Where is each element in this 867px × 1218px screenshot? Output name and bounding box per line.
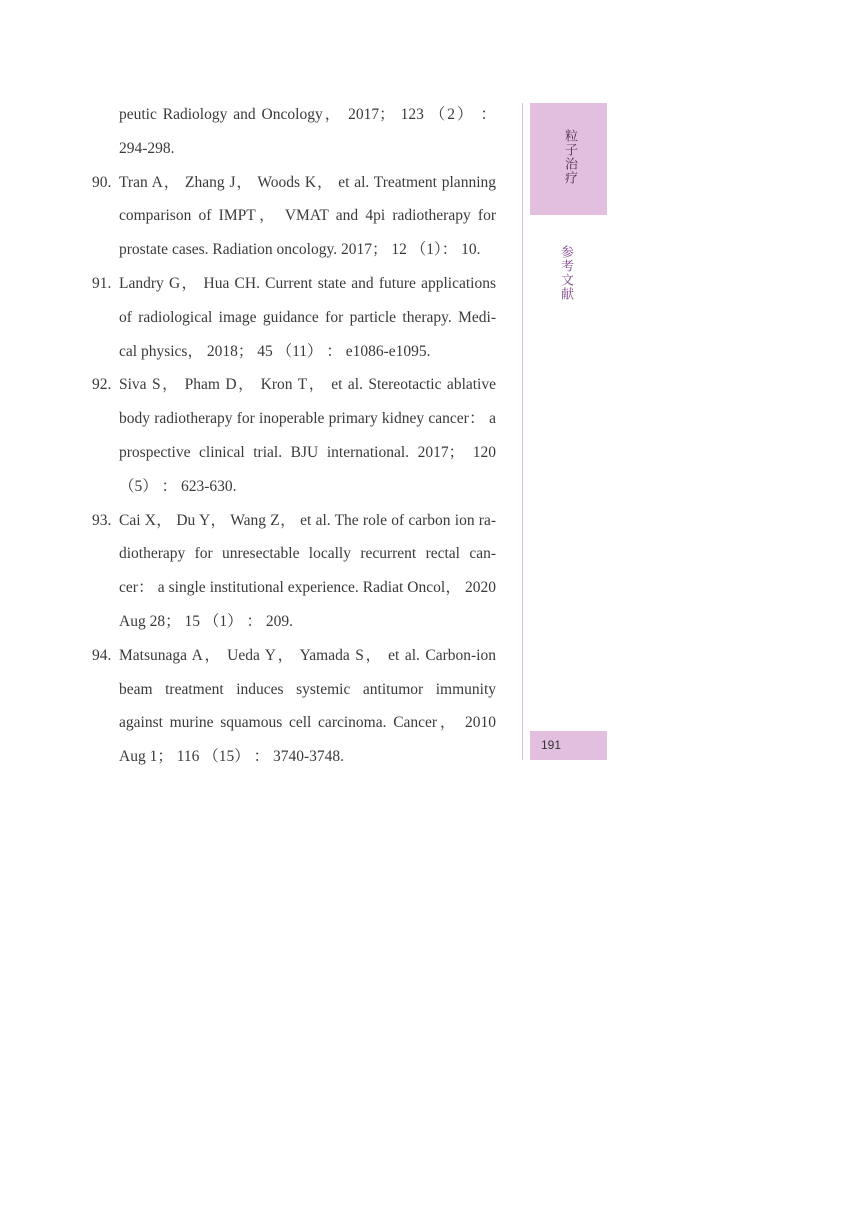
- reference-item: [92, 639, 496, 774]
- reference-text: Landry G， Hua CH. Current state and future applications of radiological image guidance for particle therapy. Medi-cal physics， 2018； 45 （11） ： e1086-e1095.: [119, 274, 496, 360]
- reference-text: Tran A， Zhang J， Woods K， et al. Treatment planning comparison of IMPT， VMAT and 4pi radiotherapy for prostate cases. Radiation oncology. 2017； 12 （1）： 10.: [119, 173, 496, 259]
- reference-text: Matsunaga A， Ueda Y， Yamada S， et al. Carbon-ion beam treatment induces systemic antitumor immunity against murine squamous cell carcinoma. Cancer， 2010 Aug 1； 116 （15） ： 3740-3748.: [119, 646, 496, 766]
- chapter-tab-label: 粒子治疗: [562, 129, 577, 185]
- reference-number: 94.: [92, 646, 112, 664]
- reference-text: Cai X， Du Y， Wang Z， et al. The role of carbon ion ra-diotherapy for unresectable locally recurrent rectal can-cer： a single institutional experience. Radiat Oncol， 2020 Aug 28； 15 （1） ： 209.: [119, 511, 496, 630]
- reference-number: 93.: [92, 511, 112, 529]
- reference-text: peutic Radiology and Oncology， 2017； 123 （2） ： 294-298.: [119, 106, 496, 157]
- reference-item: [92, 98, 496, 166]
- section-label: 参考文献: [558, 245, 573, 301]
- reference-number: 92.: [92, 376, 112, 394]
- page-number-tab: [530, 731, 607, 760]
- page-number: 191: [541, 738, 562, 752]
- reference-text: Siva S， Pham D， Kron T， et al. Stereotactic ablative body radiotherapy for inoperable primary kidney cancer： a prospective clinical trial. BJU international. 2017； 120 （5） ： 623-630.: [119, 376, 496, 495]
- reference-number: 90.: [92, 173, 112, 191]
- chapter-tab: [530, 103, 607, 215]
- reference-item: [92, 166, 496, 267]
- reference-item: [92, 368, 496, 503]
- reference-list: [92, 98, 496, 774]
- reference-number: 91.: [92, 274, 112, 292]
- reference-item: [92, 267, 496, 368]
- reference-item: [92, 504, 496, 639]
- sidebar-divider: [522, 103, 523, 760]
